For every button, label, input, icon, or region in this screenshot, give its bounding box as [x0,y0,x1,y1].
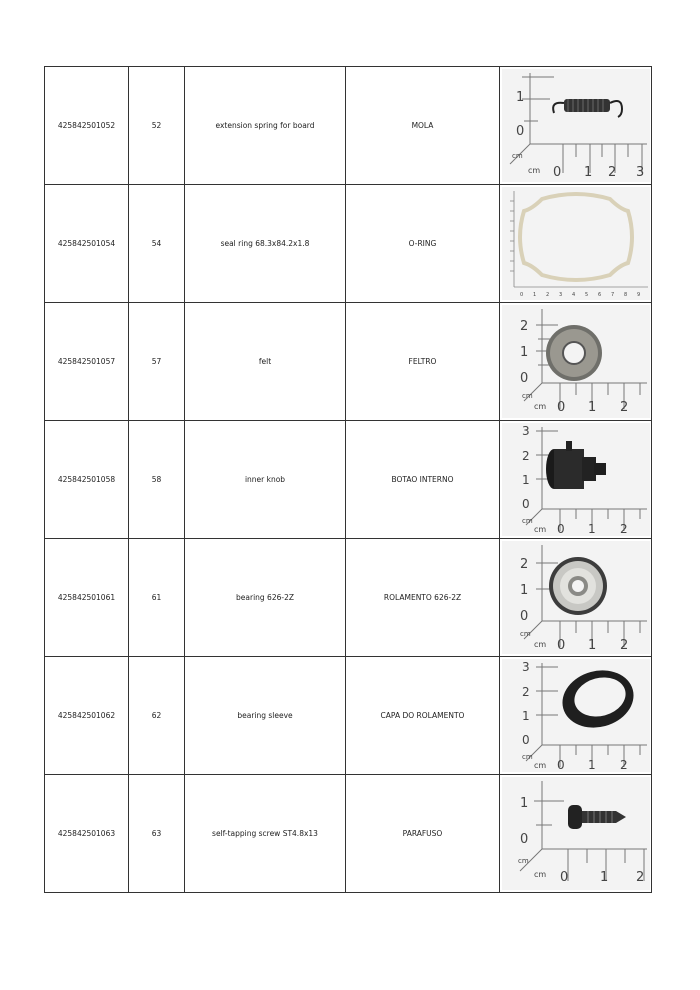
svg-text:0: 0 [559,870,568,885]
svg-text:2: 2 [619,638,628,653]
description-pt: BOTAO INTERNO [346,421,500,539]
self-tapping-screw-shape [568,805,626,829]
svg-text:3: 3 [558,292,562,298]
svg-text:0: 0 [519,609,528,624]
part-photo-cell [500,775,652,893]
part-code: 425842501057 [45,303,129,421]
svg-text:0: 0 [556,758,565,772]
position-number: 58 [129,421,185,539]
svg-text:1: 1 [519,796,528,811]
felt-washer-photo [502,305,650,418]
svg-text:0: 0 [552,165,561,180]
position-number: 62 [129,657,185,775]
table-row [45,185,652,303]
part-photo-cell [500,303,652,421]
description-en: bearing sleeve [185,657,346,775]
svg-text:1: 1 [519,583,528,598]
svg-text:0: 0 [556,638,565,653]
svg-text:7: 7 [610,292,614,298]
description-pt: PARAFUSO [346,775,500,893]
inner-knob-photo [502,423,650,536]
part-code: 425842501063 [45,775,129,893]
inner-knob-shape [546,441,606,489]
part-code: 425842501061 [45,539,129,657]
spring-shape [553,99,622,117]
seal-ring-photo [502,187,650,300]
svg-text:cm: cm [511,152,523,160]
svg-text:2: 2 [519,557,528,572]
position-number: 63 [129,775,185,893]
svg-text:2: 2 [619,522,628,536]
svg-text:2: 2 [635,870,644,885]
svg-text:1: 1 [521,709,530,723]
svg-text:9: 9 [636,292,640,298]
part-code: 425842501058 [45,421,129,539]
svg-text:3: 3 [521,424,530,438]
svg-text:3: 3 [635,165,644,180]
table-row [45,657,652,775]
svg-text:cm: cm [521,753,533,761]
svg-text:2: 2 [545,292,549,298]
table-row [45,421,652,539]
svg-text:cm: cm [521,517,533,525]
svg-text:1: 1 [515,90,524,105]
svg-text:2: 2 [519,319,528,334]
position-number: 61 [129,539,185,657]
svg-text:2: 2 [619,758,628,772]
svg-text:cm: cm [527,166,540,175]
felt-washer-shape [546,325,602,381]
seal-ring-shape [520,194,632,280]
svg-text:0: 0 [515,124,524,139]
svg-text:6: 6 [597,292,601,298]
description-en: extension spring for board [185,67,346,185]
svg-text:8: 8 [623,292,627,298]
description-en: self-tapping screw ST4.8x13 [185,775,346,893]
part-photo-cell [500,67,652,185]
svg-text:cm: cm [517,857,529,865]
svg-text:0: 0 [521,497,530,511]
svg-text:0: 0 [556,400,565,415]
svg-text:5: 5 [584,292,588,298]
part-photo-cell [500,185,652,303]
svg-text:1: 1 [583,165,592,180]
self-tapping-screw-photo [502,777,650,890]
svg-text:cm: cm [533,525,546,534]
svg-text:0: 0 [519,371,528,386]
description-pt: ROLAMENTO 626-2Z [346,539,500,657]
svg-text:1: 1 [587,400,596,415]
part-photo-cell [500,539,652,657]
description-pt: CAPA DO ROLAMENTO [346,657,500,775]
svg-text:1: 1 [532,292,536,298]
svg-text:cm: cm [533,402,546,411]
position-number: 54 [129,185,185,303]
part-code: 425842501054 [45,185,129,303]
svg-text:0: 0 [519,832,528,847]
table-row [45,539,652,657]
part-photo-cell [500,657,652,775]
svg-text:1: 1 [587,522,596,536]
part-code: 425842501052 [45,67,129,185]
position-number: 52 [129,67,185,185]
table-row [45,775,652,893]
description-pt: MOLA [346,67,500,185]
svg-text:0: 0 [521,733,530,747]
svg-text:2: 2 [607,165,616,180]
svg-text:0: 0 [519,292,523,298]
description-pt: FELTRO [346,303,500,421]
svg-text:1: 1 [587,758,596,772]
svg-text:2: 2 [521,685,530,699]
svg-text:2: 2 [619,400,628,415]
svg-text:cm: cm [521,392,533,400]
svg-text:cm: cm [519,630,531,638]
svg-text:1: 1 [519,345,528,360]
svg-text:cm: cm [533,870,546,879]
svg-text:cm: cm [533,761,546,770]
svg-text:cm: cm [533,640,546,649]
description-en: inner knob [185,421,346,539]
svg-text:3: 3 [521,660,530,674]
extension-spring-photo [502,69,650,182]
description-pt: O-RING [346,185,500,303]
table-row [45,67,652,185]
svg-text:2: 2 [521,449,530,463]
svg-text:1: 1 [521,473,530,487]
table-row [45,303,652,421]
part-code: 425842501062 [45,657,129,775]
description-en: bearing 626-2Z [185,539,346,657]
svg-text:1: 1 [587,638,596,653]
description-en: felt [185,303,346,421]
position-number: 57 [129,303,185,421]
bearing-sleeve-photo [502,659,650,772]
description-en: seal ring 68.3x84.2x1.8 [185,185,346,303]
part-photo-cell [500,421,652,539]
ball-bearing-shape [549,557,607,615]
ball-bearing-photo [502,541,650,654]
bearing-sleeve-shape [555,663,639,736]
svg-text:0: 0 [556,522,565,536]
parts-table [44,66,652,893]
svg-text:4: 4 [571,292,575,298]
svg-text:1: 1 [599,870,608,885]
